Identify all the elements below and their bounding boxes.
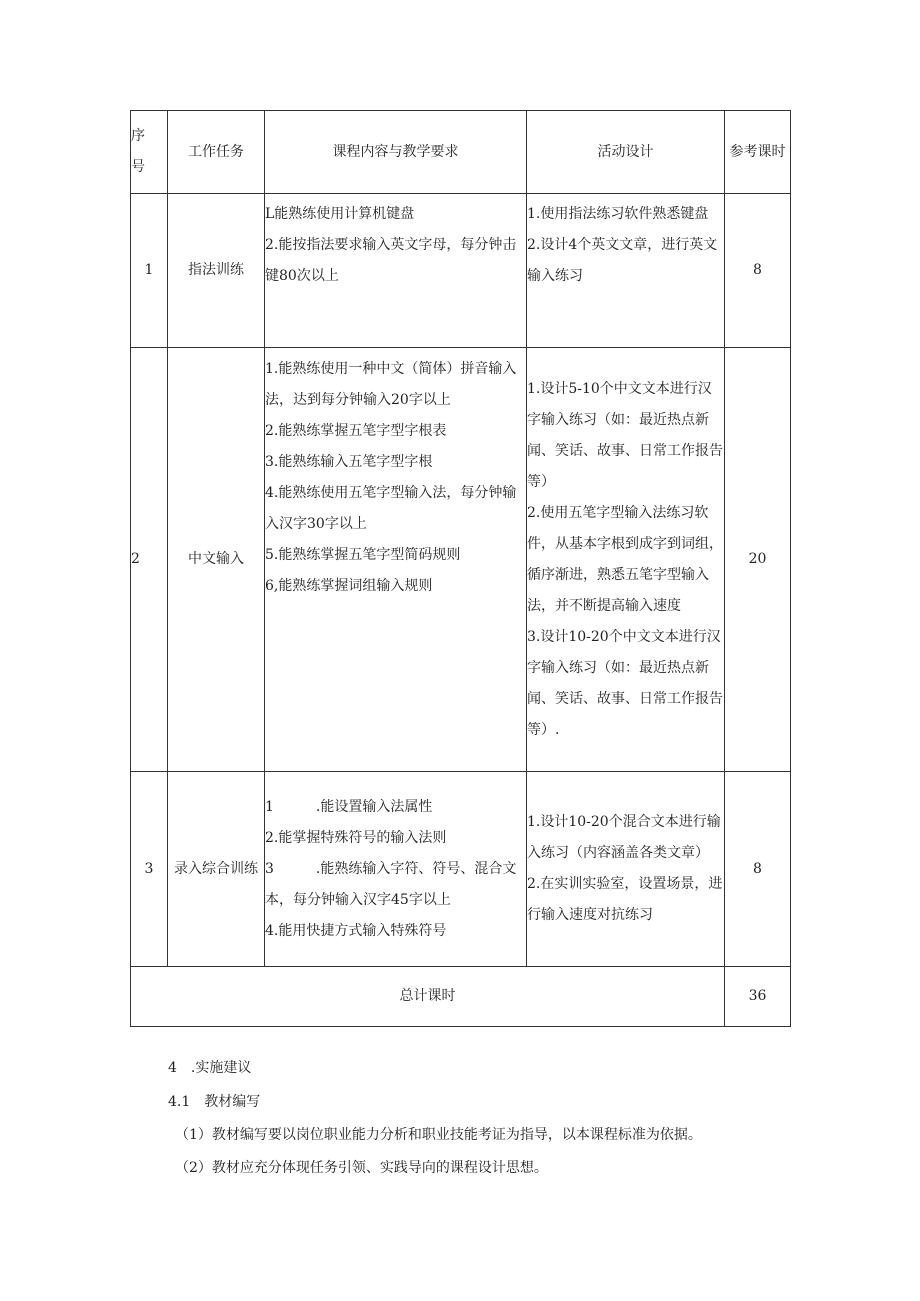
table-row (131, 348, 791, 772)
row-activity: 1.使用指法练习软件熟悉键盘 2.设计4个英文文章，进行英文输入练习 (527, 194, 725, 348)
row-activity: 1.设计5-10个中文文本进行汉字输入练习（如：最近热点新闻、笑话、故事、日常工作报告等） 2.使用五笔字型输入法练习软件，从基本字根到成字到词组，循序渐进，熟悉五笔字型输入法，并不断提高输入速度 3.设计10-20个中文文本进行汉字输入练习（如：最近热点新闻、笑话、故事、日常工作报告等）. (527, 348, 725, 772)
course-table (130, 110, 791, 1027)
table-row (131, 772, 791, 967)
row-hours: 20 (725, 348, 791, 772)
row-activity: 1.设计10-20个混合文本进行输入练习（内容涵盖各类文章） 2.在实训实验室，设置场景，进行输入速度对抗练习 (527, 772, 725, 967)
section-subheading: 4.1 教材编写 (168, 1094, 261, 1110)
row-seq: 1 (131, 194, 168, 348)
table-row (131, 194, 791, 348)
row-task: 录入综合训练 (168, 772, 265, 967)
row-content: 1.能熟练使用一种中文（简体）拼音输入法，达到每分钟输入20字以上 2.能熟练掌握五笔字型字根表 3.能熟练输入五笔字型字根 4.能熟练使用五笔字型输入法，每分钟输入汉字30字以上 5.能熟练掌握五笔字型简码规则 6,能熟练掌握词组输入规则 (265, 348, 527, 772)
header-activity: 活动设计 (527, 111, 725, 194)
row-seq: 3 (131, 772, 168, 967)
row-hours: 8 (725, 194, 791, 348)
table-header-row (131, 111, 791, 194)
row-task: 指法训练 (168, 194, 265, 348)
section-heading: 4 .实施建议 (168, 1060, 252, 1076)
header-seq: 序 号 (131, 111, 168, 194)
total-hours: 36 (725, 967, 791, 1027)
section-item: （2）教材应充分体现任务引领、实践导向的课程设计思想。 (175, 1160, 548, 1176)
header-content: 课程内容与教学要求 (265, 111, 527, 194)
section-item: （1）教材编写要以岗位职业能力分析和职业技能考证为指导，以本课程标准为依据。 (175, 1127, 702, 1143)
header-hours: 参考课时 (725, 111, 791, 194)
row-seq: 2 (131, 348, 168, 772)
row-hours: 8 (725, 772, 791, 967)
row-content: L能熟练使用计算机键盘 2.能按指法要求输入英文字母，每分钟击键80次以上 (265, 194, 527, 348)
row-task: 中文输入 (168, 348, 265, 772)
table-total-row (131, 967, 791, 1027)
total-label: 总计课时 (131, 967, 725, 1027)
header-task: 工作任务 (168, 111, 265, 194)
row-content: 1 .能设置输入法属性 2.能掌握特殊符号的输入法则 3 .能熟练输入字符、符号、混合文本，每分钟输入汉字45字以上 4.能用快捷方式输入特殊符号 (265, 772, 527, 967)
